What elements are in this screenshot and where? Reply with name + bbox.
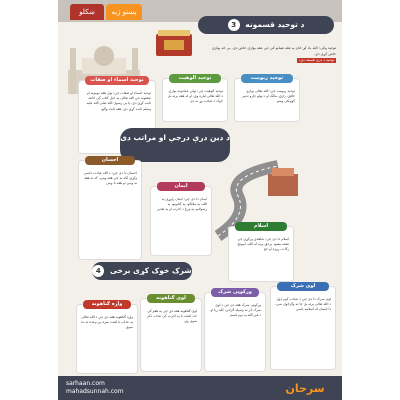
website-link-sarhaan[interactable]: sarhaan.com: [66, 380, 105, 387]
infographic-poster: [58, 0, 342, 400]
intro-highlight: توحید د درې قسمه دی:: [299, 57, 334, 62]
card-title: توحید ربوبیت: [241, 74, 293, 83]
card-minor-shirk: [204, 289, 266, 372]
card-major-shirk: [270, 283, 336, 370]
banner-shirk-parts: [92, 262, 192, 280]
card-body: اسلام دا دی چې: شاهدي ورکړې چې نشته معبود برحق پرته له الله، لمونځ، زکات، روژه او حج: [236, 237, 289, 252]
card-body: توحید ربوبیت چې: الله تعالی یوازې خالق، رازق، مالک او د ټولو چارو تدبیر کوونکی ومنو: [241, 89, 295, 104]
card-ihsan: [78, 157, 142, 260]
card-uluhiyyah: [162, 75, 228, 122]
card-body: توحید الوهیت چې: ټولې عبادتونه یوازې د الله تعالی لپاره وي، او له هغه پرته بل څوک د عبادت وړ نه دی: [167, 89, 223, 104]
card-title: توحید اسماء او صفات: [85, 76, 149, 85]
card-title: ورکوټی شرک: [211, 288, 259, 297]
logo-text: سرحان: [285, 382, 325, 395]
banner-tawhid-types: [198, 16, 334, 34]
card-iman: [150, 183, 212, 256]
card-body: توحید اسماء او صفات چې: ټول هغه نومونه او صفتونه چې الله تعالی په خپل کتاب کې ځانته ثابت کړي دي، یا یې رسول الله صلی الله علیه وسلم ثابت کړي دي، هغه ثابت وګڼو: [86, 91, 151, 111]
section-number-badge: 3: [228, 19, 240, 31]
banner-title: د توحید قسمونه: [245, 20, 305, 29]
card-minor-sins: [76, 301, 138, 374]
quran-book-icon: [154, 24, 194, 60]
card-islam: [228, 223, 294, 282]
banner-title: شرک خوک کړی برخی: [109, 266, 192, 275]
banner-title: د دین درې درجې او مراتب دی: [120, 133, 230, 142]
card-title: لوی شرک: [277, 282, 329, 291]
card-title: احسان: [85, 156, 135, 165]
card-title: توحید الوهیت: [169, 74, 221, 83]
footer: [58, 376, 342, 400]
card-title: اسلام: [235, 222, 287, 231]
card-body: لوی ګناهونه هغه دي چې په هغو کې حد، لعنت یا په اخرت کې عذاب ذکر شوی وي: [147, 309, 197, 324]
card-title: لوی ګناهونه: [147, 294, 195, 303]
sarhaan-logo-icon: [276, 380, 334, 396]
card-title: ایمان: [157, 182, 205, 191]
website-link-mahadsunnah[interactable]: mahadsunnah.com: [66, 388, 124, 395]
card-rububiyyah: [234, 75, 300, 122]
intro-paragraph: [210, 46, 336, 63]
card-body: احسان دا دی چې: د الله عبادت داسې وکړې لکه ته چې هغه وینې، که ته هغه نه وینې نو هغه تا ویني: [83, 171, 137, 186]
card-body: لوی شرک دا دی چې د عبادت کوم ډول د الله تعالی پرته بل چا ته وګرځول شي، دا انسان له اسلامه باسي: [275, 297, 331, 312]
card-body: ورکوټی شرک هغه دی چې د لوی شرک لار ته وسیله ګرځي، لکه ریا او د غیر الله په نوم قسم: [210, 303, 261, 318]
card-title: واړه ګناهونه: [83, 300, 131, 309]
tab-pashto-language[interactable]: پښتو ژبه: [106, 4, 142, 20]
tab-sklo[interactable]: ښکلو: [70, 4, 104, 20]
card-body: واړه ګناهونه هغه دي چې د الله تعالی په عذاب یا لعنت سره یې وعده نه ده شوې: [81, 315, 133, 330]
intro-text: توحید وائی: الله یاد کړ ځان په هغه شیانو کې چې هغه یوازې خاص دی، یې څه یوازې خاص کړې دي.: [211, 46, 336, 56]
card-major-sins: [140, 295, 202, 372]
card-body: ایمان دا دی چې: ایمان راوړې په الله، په ملائکو، په کتابونو، په رسولانو، په ورځ د اخرت او په تقدیر: [157, 197, 207, 212]
section-number-badge: 4: [92, 265, 104, 277]
